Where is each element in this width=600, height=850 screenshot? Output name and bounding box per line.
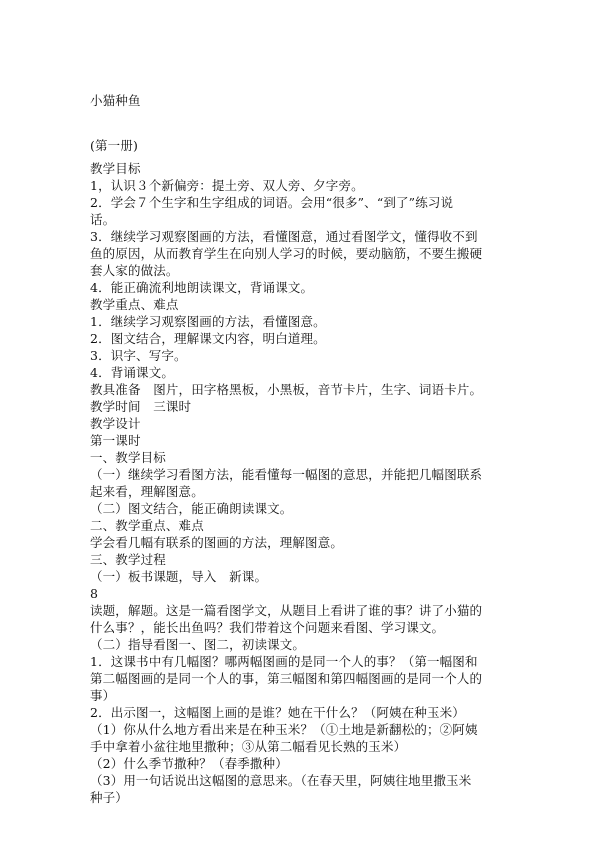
text-line: 1．这课书中有几幅图？哪两幅图画的是同一个人的事？（第一幅图和 [90, 654, 478, 669]
text-line: 第二幅图画的是同一个人的事，第三幅图和第四幅图画的是同一个人的 [90, 671, 483, 686]
text-line: 话。 [90, 212, 116, 227]
page-number: 8 [90, 586, 99, 601]
text-line: 鱼的原因，从而教育学生在向别人学习的时候，要动脑筋，不要生搬硬 [90, 246, 483, 261]
text-line: 4．背诵课文。 [90, 365, 175, 380]
text-line: 4．能正确流利地朗读课文，背诵课文。 [90, 280, 314, 295]
volume-label: (第一册) [90, 138, 139, 153]
text-line: 2．学会７个生字和生字组成的词语。会用“很多”、“到了”练习说 [90, 195, 454, 210]
text-line: 种子） [90, 790, 128, 805]
text-line: （二）指导看图一、图二，初读课文。 [90, 637, 306, 652]
text-line: 2．图文结合，理解课文内容，明白道理。 [90, 331, 326, 346]
section-heading: 二、教学重点、难点 [90, 518, 204, 533]
document-title: 小猫种鱼 [90, 93, 141, 108]
lesson-heading: 第一课时 [90, 433, 141, 448]
teaching-aids-line: 教具准备 图片，田字格黑板，小黑板，音节卡片，生字、词语卡片。 [90, 382, 483, 397]
text-line: 3．识字、写字。 [90, 348, 187, 363]
text-line: 什么事？，能长出鱼吗？我们带着这个问题来看图、学习课文。 [90, 620, 445, 635]
document-page [90, 0, 522, 850]
text-line: （2）什么季节撒种？（春季撒种） [90, 756, 288, 771]
text-line: （3）用一句话说出这幅图的意思来。（在春天里，阿姨往地里撒玉米 [90, 773, 472, 788]
text-line: 3．继续学习观察图画的方法，看懂图意，通过看图学文，懂得收不到 [90, 229, 478, 244]
text-line: （1）你从什么地方看出来是在种玉米？（①土地是新翻松的；②阿姨 [90, 722, 478, 737]
section-heading-design: 教学设计 [90, 416, 141, 431]
section-heading: 一、教学目标 [90, 450, 166, 465]
teaching-time-line: 教学时间 三课时 [90, 399, 192, 414]
text-line: 手中拿着小盆往地里撒种；③从第二幅看见长熟的玉米） [90, 739, 407, 754]
section-heading-key-points: 教学重点、难点 [90, 297, 179, 312]
document-body [90, 160, 522, 806]
text-line: 学会看几幅有联系的图画的方法，理解图意。 [90, 535, 344, 550]
section-heading: 三、教学过程 [90, 552, 166, 567]
text-line: （二）图文结合，能正确朗读课文。 [90, 501, 293, 516]
text-line: （一）继续学习看图方法，能看懂每一幅图的意思，并能把几幅图联系 [90, 467, 483, 482]
text-line: （一）板书课题，导入 新课。 [90, 569, 268, 584]
text-line: 1，认识３个新偏旁：提土旁、双人旁、夕字旁。 [90, 178, 364, 193]
text-line: 读题，解题。这是一篇看图学文，从题目上看讲了谁的事？讲了小猫的 [90, 603, 483, 618]
text-line: 起来看，理解图意。 [90, 484, 204, 499]
text-line: 1．继续学习观察图画的方法，看懂图意。 [90, 314, 326, 329]
section-heading-goals: 教学目标 [90, 161, 141, 176]
text-line: 2．出示图一，这幅图上画的是谁？她在干什么？（阿姨在种玉米） [90, 705, 465, 720]
text-line: 套人家的做法。 [90, 263, 179, 278]
text-line: 事） [90, 688, 116, 703]
